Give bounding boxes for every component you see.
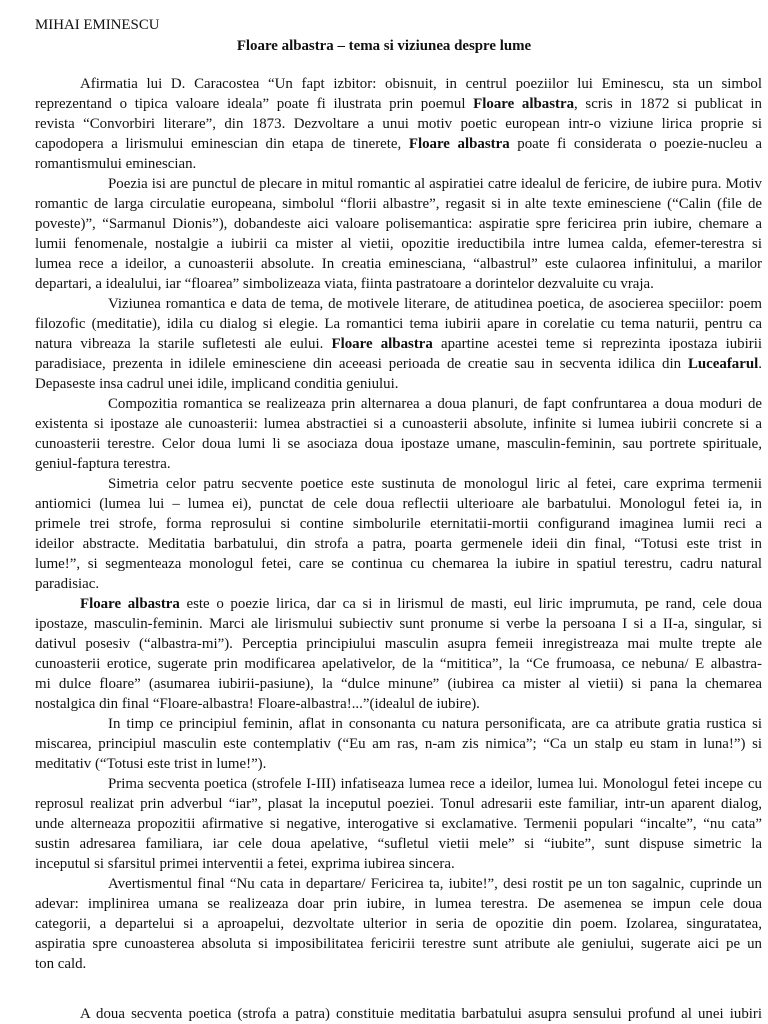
text-line — [35, 114, 762, 134]
text-line — [35, 694, 762, 714]
line-text: existenta si ipostaze ale cunoasterii: lumea abstractiei si a cunoasterii absolute, infinite si lumea iubirii concrete si a — [35, 416, 762, 432]
text-line — [35, 894, 762, 914]
text-line — [35, 834, 762, 854]
line-text: Poezia isi are punctul de plecare in mitul romantic al aspiratiei catre idealul de fericire, de iubire pura. Motiv — [108, 176, 762, 192]
line-text: lume!”, si segmenteaza monologul fetei, care se continua cu chemarea la iubire in spatiul terestru, cadru natural — [35, 556, 762, 572]
text-line — [35, 634, 762, 654]
line-text: romantismului eminescian. — [35, 156, 197, 172]
text-line — [35, 274, 762, 294]
paragraph — [35, 474, 762, 594]
text-line — [35, 794, 762, 814]
line-text: Prima secventa poetica (strofele I-III) infatiseaza lumea rece a ideilor, lumea lui. Monologul fetei incepe cu — [108, 776, 762, 792]
text-line — [35, 354, 762, 374]
line-text: nostalgica din final “Floare-albastra! Floare-albastra!...”(idealul de iubire). — [35, 696, 480, 712]
line-text: , scris in 1872 si publicat in — [574, 96, 762, 112]
line-text: In timp ce principiul feminin, aflat in consonanta cu natura personificata, are ca atribute gratia rustica si — [108, 716, 762, 732]
line-text: Avertismentul final “Nu cata in departare/ Fericirea ta, iubite!”, desi rostit pe un ton sagalnic, cuprinde un — [108, 876, 762, 892]
text-line — [35, 1004, 762, 1024]
text-line — [35, 934, 762, 954]
line-text: lumea rece a ideilor, a cunoasterii absolute. In creatia eminesciana, “albastrul” este culaorea infinitului, a marilor — [35, 256, 762, 272]
bold-title-reference: Luceafarul — [687, 356, 759, 372]
line-text: cunoasterii erotice, sugerate prin modificarea apelativelor, de la “mititica”, la “Ce frumoasa, ce nebuna/ E albastra- — [35, 656, 762, 672]
text-line — [35, 914, 762, 934]
line-text: adevar: implinirea umana se realizeaza doar prin iubire, in lumea terestra. De asemenea se impun cele doua — [35, 896, 762, 912]
line-text: miscarea, principiul masculin este contemplativ (“Eu am ras, n-am zis nimica”; “Ca un stalp eu stam in luna!”) si — [35, 736, 762, 752]
paragraph — [35, 174, 762, 294]
text-line — [35, 594, 762, 614]
text-line — [35, 774, 762, 794]
text-line — [35, 74, 762, 94]
text-line — [35, 294, 762, 314]
text-line — [35, 874, 762, 894]
line-text: Compozitia romantica se realizeaza prin alternarea a doua planuri, de fapt confruntarea a doua moduri de — [108, 396, 762, 412]
line-text: filozofic (meditatie), idila cu dialog si elegie. La romantici tema iubirii apare in corelatie cu tema naturii, pentru ca — [35, 316, 762, 332]
paragraph — [35, 1004, 762, 1024]
line-text: antiomici (lumea lui – lumea ei), punctat de cele doua reflectii ulterioare ale barbatului. Monologul fetei ia, in — [35, 496, 762, 512]
text-line — [35, 194, 762, 214]
text-line — [35, 334, 762, 354]
paragraph — [35, 394, 762, 474]
line-text: romantic de larga circulatie europeana, simbolul “florii albastre”, regasit si in alte texte eminesciene (“Calin (file de — [35, 196, 762, 212]
text-line — [35, 614, 762, 634]
text-line — [35, 494, 762, 514]
line-text: lumii fenomenale, nostalgie a iubirii ca mister al vietii, opozitie ireductibila intre lumea calda, efemer-terestra si — [35, 236, 762, 252]
text-line — [35, 214, 762, 234]
line-text: ipostaze, masculin-feminin. Marci ale lirismului subiectiv sunt pronume si verbe la persoana I si a II-a, singular, si — [35, 616, 762, 632]
line-text: paradisiace, prezenta in idilele eminesciene din aceeasi perioada de creatie sau in secventa idilica din — [35, 356, 688, 372]
line-text: sustin adresarea familiara, iar cele doua apelative, “sufletul vietii mele” si “iubite”, sunt dispuse simetric la — [35, 836, 762, 852]
continued-paragraph — [35, 1004, 762, 1024]
document-body — [35, 74, 762, 974]
line-text: primele trei strofe, forma reprosului si contine simbolurile eternitatii-mortii configurand imaginea lumii reci a — [35, 516, 762, 532]
line-text: Viziunea romantica e data de tema, de motivele literare, de atitudinea poetica, de asocierea speciilor: poem — [108, 296, 762, 312]
text-line — [35, 94, 762, 114]
text-line — [35, 374, 762, 394]
author-name: MIHAI EMINESCU — [35, 17, 160, 33]
paragraph — [35, 594, 762, 714]
line-text: inceputul si sfarsitul primei interventii a fetei, exprima iubirea sincera. — [35, 856, 455, 872]
text-line — [35, 134, 762, 154]
text-line — [35, 754, 762, 774]
line-text: reprosul realizat prin adverbul “iar”, plasat la inceputul poeziei. Tonul adresarii este familiar, intr-un aparent dialog, — [35, 796, 762, 812]
line-text: categorii, a departelui si a aproapelui, dezvoltate ulterior in seria de opozitie din poem. Izolarea, singuratatea, — [35, 916, 762, 932]
line-text: . — [758, 356, 762, 372]
line-text: unde alterneaza propozitii afirmative si negative, interogative si exclamative. Termenii populari “incalte”, “nu cata” — [35, 816, 762, 832]
line-text: Simetria celor patru secvente poetice este sustinuta de monologul liric al fetei, care exprima termenii — [108, 476, 762, 492]
text-line — [35, 734, 762, 754]
line-text: geniul-faptura terestra. — [35, 456, 171, 472]
line-text: capodopera a lirismului eminescian din etapa de tinerete, — [35, 136, 409, 152]
line-text: revista “Convorbiri literare”, din 1873. Dezvoltare a unui motiv poetic european intr-o viziune lirica proprie si — [35, 116, 762, 132]
text-line — [35, 954, 762, 974]
paragraph — [35, 714, 762, 774]
line-text: reprezentand o tipica valoare ideala” poate fi ilustrata prin poemul — [35, 96, 474, 112]
text-line — [35, 554, 762, 574]
line-text: aspiratia spre cunoasterea absoluta si imposibilitatea fericirii terestre sunt atribute ale geniului, sugerate aici pe un — [35, 936, 762, 952]
line-text: apartine acestei teme si reprezinta ipostaza iubirii — [432, 336, 762, 352]
line-text: poveste)”, “Sarmanul Dionis”), dobandeste aici valoare polisemantica: aspiratie spre fericirea prin iubire, chemare a — [35, 216, 762, 232]
bold-title-reference: Floare albastra — [473, 96, 575, 112]
line-text: natura vibreaza la starile sufletesti ale eului. — [35, 336, 332, 352]
text-line — [35, 474, 762, 494]
paragraph — [35, 874, 762, 974]
document-title: Floare albastra – tema si viziunea despre lume — [236, 38, 532, 54]
bold-title-reference: Floare albastra — [80, 596, 180, 612]
text-line — [35, 234, 762, 254]
text-line — [35, 534, 762, 554]
line-text: cunoasterii terestre. Celor doua lumi li se asociaza doua ipostaze umane, masculin-feminin, sau portrete spirituale, — [35, 436, 762, 452]
text-line — [35, 434, 762, 454]
text-line — [35, 854, 762, 874]
line-text: ideilor abstracte. Meditatia barbatului, din strofa a patra, poarta germenele ideii din final, “Totusi este trist in — [35, 536, 762, 552]
line-text: este o poezie lirica, dar ca si in lirismul de masti, eul liric imprumuta, pe rand, cele doua — [179, 596, 762, 612]
text-line — [35, 654, 762, 674]
text-line — [35, 254, 762, 274]
text-line — [35, 394, 762, 414]
text-line — [35, 314, 762, 334]
line-text: A doua secventa poetica (strofa a patra) constituie meditatia barbatului asupra sensului profund al unei iubiri — [80, 1006, 762, 1022]
line-text: poate fi considerata o poezie-nucleu a — [509, 136, 762, 152]
paragraph — [35, 774, 762, 874]
text-line — [35, 574, 762, 594]
line-text: paradisiac. — [35, 576, 100, 592]
line-text: ton cald. — [35, 956, 87, 972]
text-line — [35, 454, 762, 474]
text-line — [35, 714, 762, 734]
line-text: dativul posesiv (“albastra-mi”). Perceptia principiului masculin asupra femeii inregistreaza mai multe trepte ale — [35, 636, 762, 652]
paragraph — [35, 294, 762, 394]
text-line — [35, 154, 762, 174]
line-text: meditativ (“Totusi este trist in lume!”). — [35, 756, 267, 772]
text-line — [35, 174, 762, 194]
line-text: Afirmatia lui D. Caracostea “Un fapt izbitor: obisnuit, in centrul poeziilor lui Eminescu, sta un simbol — [80, 76, 762, 92]
bold-title-reference: Floare albastra — [408, 136, 510, 152]
text-line — [35, 514, 762, 534]
line-text: departari, a idealului, iar “floarea” simbolizeaza viata, fiinta pastratoare a dorintelor dezvaluite cu vraja. — [35, 276, 654, 292]
text-line — [35, 414, 762, 434]
text-line — [35, 814, 762, 834]
line-text: Depaseste insa cadrul unei idile, implicand conditia geniului. — [35, 376, 399, 392]
paragraph — [35, 74, 762, 174]
line-text: mi dulce floare” (asumarea iubirii-pasiune), la “dulce minune” (iubirea ca mister al vietii) si pana la chemarea — [35, 676, 762, 692]
bold-title-reference: Floare albastra — [331, 336, 433, 352]
text-line — [35, 674, 762, 694]
